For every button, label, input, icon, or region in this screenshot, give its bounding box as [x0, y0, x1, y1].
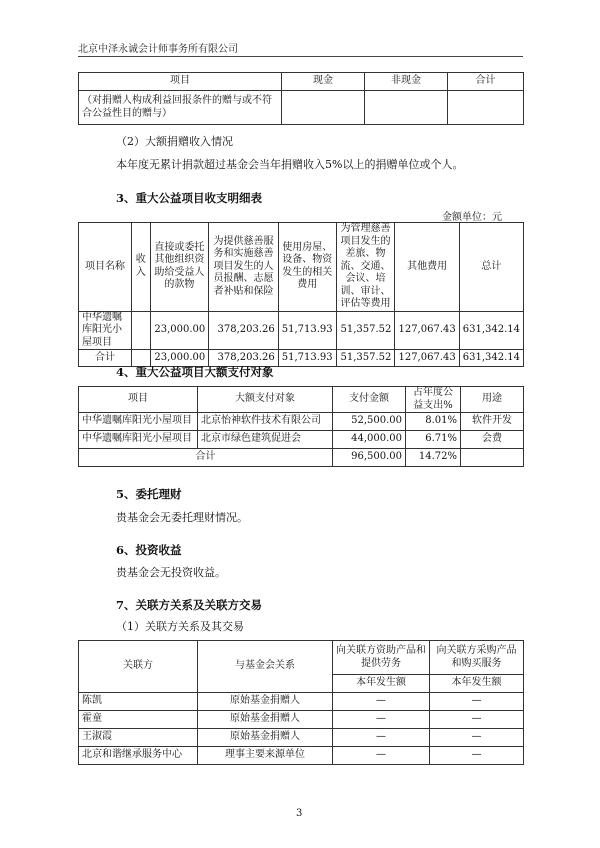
table-cell: — — [430, 747, 524, 765]
table-cell — [461, 449, 524, 467]
table-cell: — — [430, 711, 524, 729]
table-row: 中华遗嘱库阳光小屋项目 — [79, 413, 198, 431]
t2-header-staff: 为提供慈善服务和实施慈善项目发生的人员报酬、志愿者补贴和保险 — [209, 223, 279, 312]
table-cell: 631,342.14 — [459, 350, 523, 367]
section-3-heading: 3、重大公益项目收支明细表 — [116, 191, 263, 205]
table-cell: 6.71% — [406, 431, 461, 449]
section-5-heading: 5、委托理财 — [116, 487, 182, 501]
table-cell: 原始基金捐赠人 — [198, 711, 333, 729]
table-cell: — — [430, 693, 524, 711]
section-4-heading: 4、重大公益项目大额支付对象 — [116, 365, 274, 379]
table-cell: 14.72% — [406, 449, 461, 467]
table-cell — [131, 311, 150, 350]
amount-unit: 金额单位：元 — [442, 212, 502, 223]
table-row: 中华遗嘱库阳光小屋项目 — [79, 431, 198, 449]
section-6-text: 贵基金会无投资收益。 — [116, 566, 226, 579]
t2-header-other: 其他费用 — [395, 223, 459, 312]
payment-recipient-table — [78, 386, 524, 467]
t2-header-facility: 使用房屋、设备、物资发生的相关费用 — [278, 223, 336, 312]
page-number: 3 — [296, 808, 303, 819]
header-rule — [78, 56, 523, 57]
table-cell: 23,000.00 — [150, 350, 209, 367]
section-5-text: 贵基金会无委托理财情况。 — [116, 511, 248, 524]
table-cell: — — [430, 729, 524, 747]
table-row: 陈凯 — [79, 693, 198, 711]
t4-header-relation: 与基金会关系 — [198, 641, 333, 693]
table-cell: 理事主要来源单位 — [198, 747, 333, 765]
t3-header-recipient: 大额支付对象 — [198, 387, 333, 413]
table-row: 霍童 — [79, 711, 198, 729]
t2-header-total: 总计 — [459, 223, 523, 312]
page-header: 北京中泽永诚会计师事务所有限公司 — [78, 44, 238, 55]
t2-header-project: 项目名称 — [79, 223, 132, 312]
table-cell: 原始基金捐赠人 — [198, 693, 333, 711]
t1-cell — [448, 91, 524, 125]
t2-header-direct: 直接或委托其他组织资助给受益人的款物 — [150, 223, 209, 312]
t1-header-total: 合计 — [448, 73, 524, 91]
table-row: 北京和谐继承服务中心 — [79, 747, 198, 765]
table-cell: 软件开发 — [461, 413, 524, 431]
table-cell: 北京怡神软件技术有限公司 — [198, 413, 333, 431]
section-2-text: 本年度无累计捐款超过基金会当年捐赠收入5%以上的捐赠单位或个人。 — [116, 158, 464, 171]
table-cell: 51,357.52 — [336, 350, 395, 367]
related-party-table — [78, 640, 524, 765]
t3-header-amount: 支付金额 — [333, 387, 406, 413]
table-cell: 127,067.43 — [395, 350, 459, 367]
section-7-subheading: （1）关联方关系及其交易 — [116, 620, 244, 633]
table-cell: — — [333, 711, 430, 729]
project-expense-table — [78, 222, 524, 367]
t3-header-purpose: 用途 — [461, 387, 524, 413]
table-cell: — — [333, 747, 430, 765]
table-cell: 378,203.26 — [209, 350, 279, 367]
table-cell: 北京市绿色建筑促进会 — [198, 431, 333, 449]
table-cell: — — [333, 693, 430, 711]
t4-subheader: 本年发生额 — [333, 675, 430, 693]
table-cell: 96,500.00 — [333, 449, 406, 467]
table-row: 中华遗嘱库阳光小屋项目 — [79, 311, 132, 350]
t2-header-management: 为管理慈善项目发生的差旅、物流、交通、会议、培训、审计、评估等费用 — [336, 223, 395, 312]
t1-row-label: （对捐赠人构成利益回报条件的赠与或不符合公益性目的赠与） — [79, 91, 282, 125]
t1-header-noncash: 非现金 — [365, 73, 448, 91]
table-cell: 23,000.00 — [150, 311, 209, 350]
t4-header-party: 关联方 — [79, 641, 198, 693]
table-cell: 52,500.00 — [333, 413, 406, 431]
t3-header-percent: 占年度公益支出% — [406, 387, 461, 413]
table-cell: 会费 — [461, 431, 524, 449]
section-6-heading: 6、投资收益 — [116, 543, 182, 557]
donation-table — [78, 72, 524, 125]
section-7-heading: 7、关联方关系及关联方交易 — [116, 598, 263, 612]
table-cell: 51,713.93 — [278, 350, 336, 367]
table-row: 合计 — [79, 449, 333, 467]
table-cell: 8.01% — [406, 413, 461, 431]
t4-subheader: 本年发生额 — [430, 675, 524, 693]
table-cell: 631,342.14 — [459, 311, 523, 350]
t1-header-item: 项目 — [79, 73, 282, 91]
t1-cell — [282, 91, 365, 125]
table-cell: 378,203.26 — [209, 311, 279, 350]
table-cell: 原始基金捐赠人 — [198, 729, 333, 747]
table-cell: 51,713.93 — [278, 311, 336, 350]
t4-header-purchase: 向关联方采购产品和购买服务 — [430, 641, 524, 675]
t1-cell — [365, 91, 448, 125]
t3-header-project: 项目 — [79, 387, 198, 413]
t1-header-cash: 现金 — [282, 73, 365, 91]
table-cell: 51,357.52 — [336, 311, 395, 350]
table-row: 合计 — [79, 350, 132, 367]
table-cell: — — [333, 729, 430, 747]
table-cell: 44,000.00 — [333, 431, 406, 449]
t2-header-income: 收入 — [131, 223, 150, 312]
table-cell: 127,067.43 — [395, 311, 459, 350]
table-row: 王淑霞 — [79, 729, 198, 747]
t4-header-provide: 向关联方资助产品和提供劳务 — [333, 641, 430, 675]
section-2-heading: （2）大额捐赠收入情况 — [116, 135, 233, 148]
